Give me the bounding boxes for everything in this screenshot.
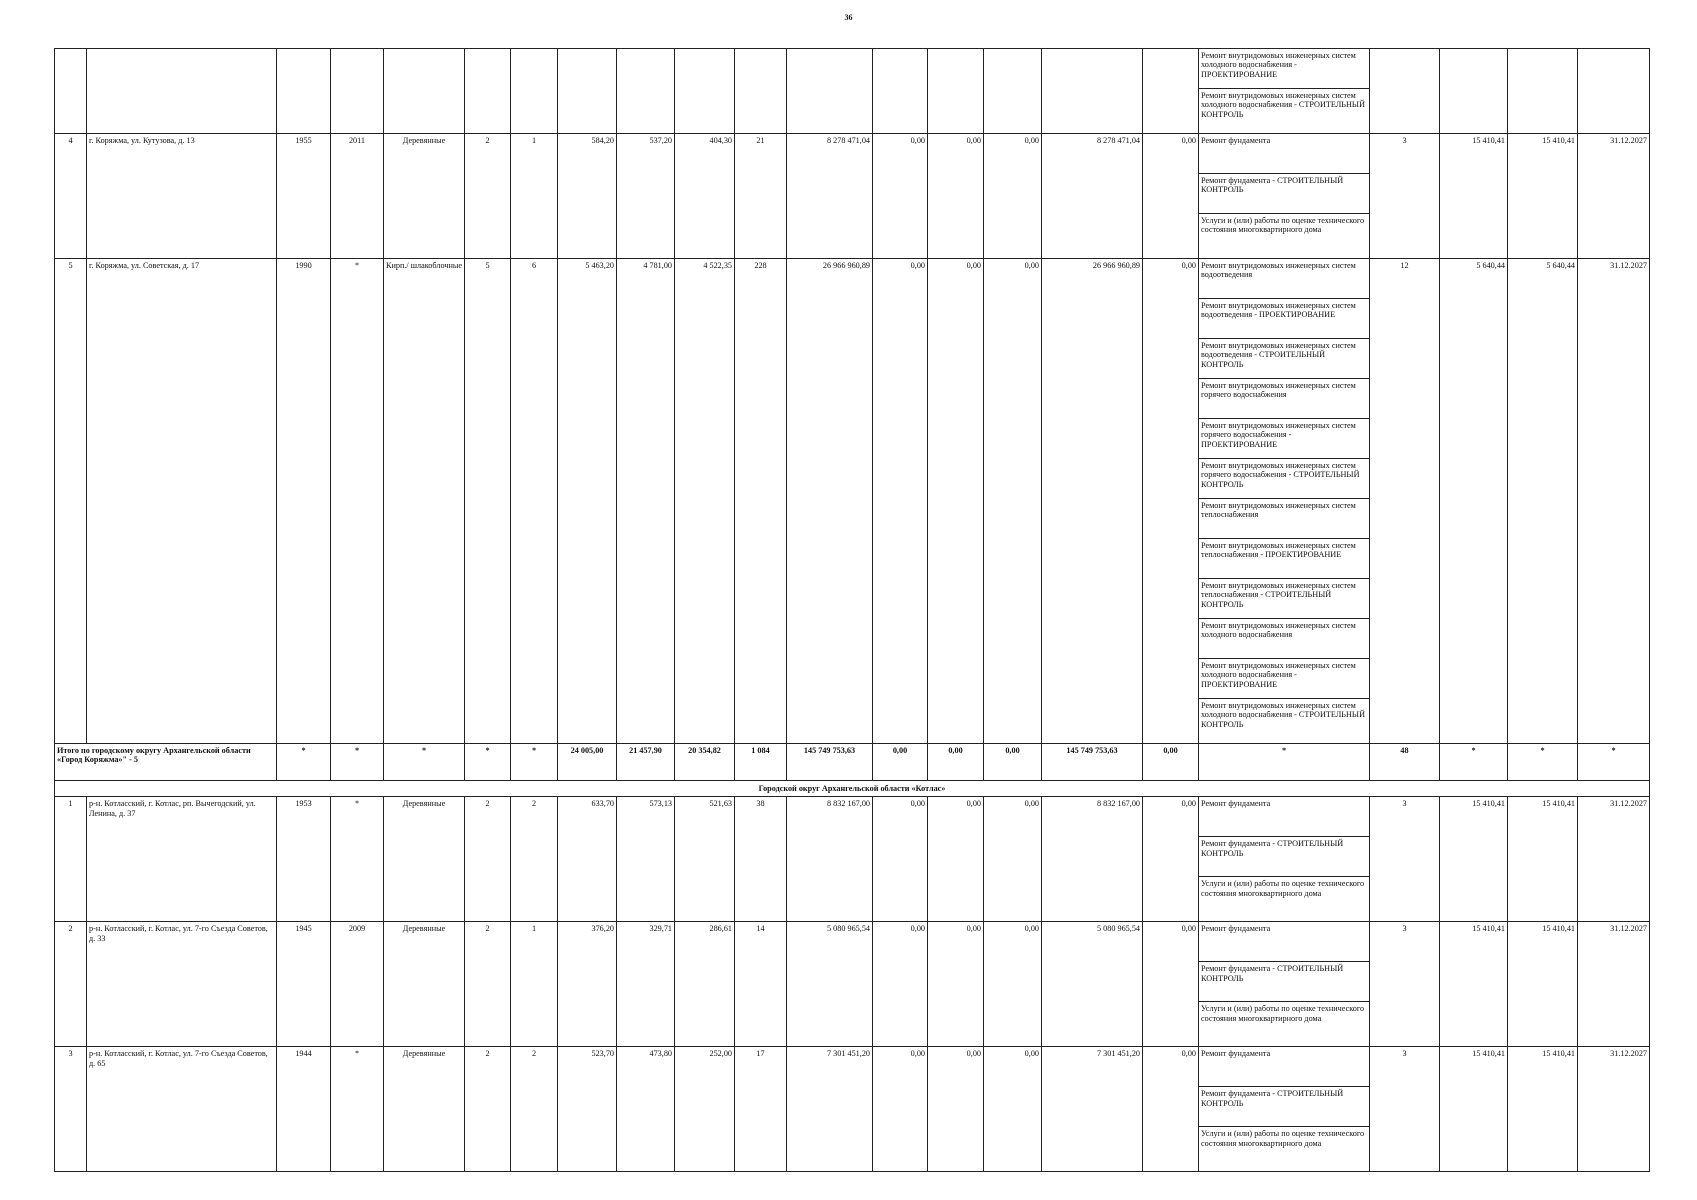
municipality-header: Городской округ Архангельской области «Котлас» xyxy=(55,781,1650,797)
cell-year-overhaul: * xyxy=(331,797,384,922)
cell-area-residential: 521,63 xyxy=(675,797,735,922)
cell-empty xyxy=(558,49,617,134)
cell-address: р-н. Котласский, г. Котлас, рп. Вычегодский, ул. Ленина, д. 37 xyxy=(87,797,277,922)
cell-fund-other: 0,00 xyxy=(1143,259,1199,744)
cell-empty xyxy=(1578,49,1650,134)
cell-fund2: 0,00 xyxy=(928,797,984,922)
cell-entrances: 6 xyxy=(511,259,558,744)
cell-empty xyxy=(873,49,928,134)
cell-area-premises: 4 781,00 xyxy=(617,259,675,744)
work-item: Ремонт внутридомовых инженерных систем холодного водоснабжения - ПРОЕКТИРОВАНИЕ xyxy=(1199,659,1369,699)
cell-floors: 2 xyxy=(465,1047,511,1172)
work-item: Ремонт фундамента xyxy=(1199,134,1369,174)
cell-address: г. Коряжма, ул. Советская, д. 17 xyxy=(87,259,277,744)
cell-empty xyxy=(511,49,558,134)
cell-fund3: 0,00 xyxy=(984,259,1042,744)
subtotal-residents: 1 084 xyxy=(735,744,787,781)
cell-area-premises: 473,80 xyxy=(617,1047,675,1172)
subtotal-works: * xyxy=(1199,744,1370,781)
cell-fund-other: 0,00 xyxy=(1143,1047,1199,1172)
cell-fund1: 0,00 xyxy=(873,134,928,259)
subtotal-year-overhaul: * xyxy=(331,744,384,781)
cell-year-overhaul: * xyxy=(331,1047,384,1172)
cell-cost-total: 26 966 960,89 xyxy=(787,259,873,744)
cell-work-count: 3 xyxy=(1370,1047,1440,1172)
cell-fund3: 0,00 xyxy=(984,922,1042,1047)
subtotal-floors: * xyxy=(465,744,511,781)
cell-fund1: 0,00 xyxy=(873,797,928,922)
cell-area-total: 5 463,20 xyxy=(558,259,617,744)
cell-area-premises: 537,20 xyxy=(617,134,675,259)
cell-empty xyxy=(787,49,873,134)
work-item: Ремонт внутридомовых инженерных систем горячего водоснабжения xyxy=(1199,379,1369,419)
table-row xyxy=(55,1047,1650,1172)
cell-works xyxy=(1199,259,1370,744)
cell-walls: Деревянные xyxy=(384,922,465,1047)
subtotal-fund3: 0,00 xyxy=(984,744,1042,781)
cell-unit-cost: 15 410,41 xyxy=(1440,134,1508,259)
work-item: Ремонт внутридомовых инженерных систем теплоснабжения - ПРОЕКТИРОВАНИЕ xyxy=(1199,539,1369,579)
cell-empty xyxy=(465,49,511,134)
cell-deadline: 31.12.2027 xyxy=(1578,134,1650,259)
work-item: Ремонт внутридомовых инженерных систем теплоснабжения - СТРОИТЕЛЬНЫЙ КОНТРОЛЬ xyxy=(1199,579,1369,619)
cell-empty xyxy=(1508,49,1578,134)
cell-fund-other: 0,00 xyxy=(1143,797,1199,922)
cell-area-total: 633,70 xyxy=(558,797,617,922)
cell-residents: 14 xyxy=(735,922,787,1047)
cell-empty xyxy=(277,49,331,134)
cell-fund-owners: 8 832 167,00 xyxy=(1042,797,1143,922)
subtotal-entrances: * xyxy=(511,744,558,781)
work-item: Ремонт внутридомовых инженерных систем водоотведения - СТРОИТЕЛЬНЫЙ КОНТРОЛЬ xyxy=(1199,339,1369,379)
cell-empty xyxy=(1042,49,1143,134)
cell-entrances: 2 xyxy=(511,1047,558,1172)
subtotal-label: Итого по городскому округу Архангельской области «Город Коряжма»" - 5 xyxy=(55,744,277,781)
cell-fund-owners: 26 966 960,89 xyxy=(1042,259,1143,744)
cell-fund2: 0,00 xyxy=(928,922,984,1047)
cell-empty xyxy=(331,49,384,134)
cell-year-overhaul: * xyxy=(331,259,384,744)
work-item: Услуги и (или) работы по оценке технического состояния многоквартирного дома xyxy=(1201,1004,1365,1023)
cell-num: 4 xyxy=(55,134,87,259)
cell-empty xyxy=(55,49,87,134)
cell-year-overhaul: 2009 xyxy=(331,922,384,1047)
subtotal-area-total: 24 005,00 xyxy=(558,744,617,781)
table-row xyxy=(55,922,1650,1047)
cell-area-residential: 252,00 xyxy=(675,1047,735,1172)
cell-address: р-н. Котласский, г. Котлас, ул. 7-го Съезда Советов, д. 65 xyxy=(87,1047,277,1172)
subtotal-deadline: * xyxy=(1578,744,1650,781)
cell-fund2: 0,00 xyxy=(928,1047,984,1172)
cell-cost-total: 5 080 965,54 xyxy=(787,922,873,1047)
cell-work-count: 12 xyxy=(1370,259,1440,744)
work-item: Ремонт внутридомовых инженерных систем водоотведения - ПРОЕКТИРОВАНИЕ xyxy=(1199,299,1369,339)
cell-unit-cost: 15 410,41 xyxy=(1440,1047,1508,1172)
subtotal-row xyxy=(55,744,1650,781)
cell-year-built: 1945 xyxy=(277,922,331,1047)
cell-fund2: 0,00 xyxy=(928,134,984,259)
cell-area-premises: 329,71 xyxy=(617,922,675,1047)
work-item: Ремонт внутридомовых инженерных систем холодного водоснабжения - СТРОИТЕЛЬНЫЙ КОНТРОЛЬ xyxy=(1201,91,1365,119)
subtotal-cost-total: 145 749 753,63 xyxy=(787,744,873,781)
cell-empty xyxy=(617,49,675,134)
table-body xyxy=(55,49,1650,1172)
cell-year-built: 1955 xyxy=(277,134,331,259)
cell-work-count: 3 xyxy=(1370,134,1440,259)
work-item: Ремонт фундамента - СТРОИТЕЛЬНЫЙ КОНТРОЛЬ xyxy=(1199,837,1369,877)
cell-empty xyxy=(1370,49,1440,134)
table-row xyxy=(55,134,1650,259)
cell-empty xyxy=(384,49,465,134)
cell-works xyxy=(1199,1047,1370,1172)
cell-entrances: 1 xyxy=(511,922,558,1047)
work-item: Ремонт внутридомовых инженерных систем холодного водоснабжения xyxy=(1199,619,1369,659)
cell-area-residential: 286,61 xyxy=(675,922,735,1047)
cell-unit-cost: 15 410,41 xyxy=(1440,797,1508,922)
work-item: Ремонт внутридомовых инженерных систем теплоснабжения xyxy=(1199,499,1369,539)
cell-limit-cost: 15 410,41 xyxy=(1508,1047,1578,1172)
cell-residents: 17 xyxy=(735,1047,787,1172)
page-number: 36 xyxy=(844,13,853,22)
subtotal-unit-cost: * xyxy=(1440,744,1508,781)
overhaul-register-table xyxy=(54,48,1650,1172)
subtotal-fund1: 0,00 xyxy=(873,744,928,781)
cell-fund-other: 0,00 xyxy=(1143,134,1199,259)
cell-deadline: 31.12.2027 xyxy=(1578,259,1650,744)
cell-address: г. Коряжма, ул. Кутузова, д. 13 xyxy=(87,134,277,259)
cell-residents: 21 xyxy=(735,134,787,259)
cell-num: 5 xyxy=(55,259,87,744)
cell-fund-owners: 5 080 965,54 xyxy=(1042,922,1143,1047)
subtotal-work-count: 48 xyxy=(1370,744,1440,781)
cell-area-premises: 573,13 xyxy=(617,797,675,922)
cell-area-residential: 404,30 xyxy=(675,134,735,259)
cell-empty xyxy=(735,49,787,134)
cell-works xyxy=(1199,49,1370,134)
cell-walls: Деревянные xyxy=(384,134,465,259)
subtotal-fund2: 0,00 xyxy=(928,744,984,781)
subtotal-limit-cost: * xyxy=(1508,744,1578,781)
cell-entrances: 1 xyxy=(511,134,558,259)
cell-num: 1 xyxy=(55,797,87,922)
cell-work-count: 3 xyxy=(1370,797,1440,922)
work-item: Ремонт фундамента xyxy=(1199,922,1369,962)
cell-works xyxy=(1199,134,1370,259)
cell-cost-total: 7 301 451,20 xyxy=(787,1047,873,1172)
work-item: Услуги и (или) работы по оценке технического состояния многоквартирного дома xyxy=(1201,879,1365,898)
cell-empty xyxy=(984,49,1042,134)
subtotal-fund-owners: 145 749 753,63 xyxy=(1042,744,1143,781)
work-item: Ремонт внутридомовых инженерных систем водоотведения xyxy=(1199,259,1369,299)
table-row xyxy=(55,797,1650,922)
work-item: Ремонт внутридомовых инженерных систем холодного водоснабжения - СТРОИТЕЛЬНЫЙ КОНТРОЛЬ xyxy=(1201,701,1365,729)
work-item: Ремонт внутридомовых инженерных систем холодного водоснабжения - ПРОЕКТИРОВАНИЕ xyxy=(1199,49,1369,89)
cell-year-overhaul: 2011 xyxy=(331,134,384,259)
work-item: Ремонт фундамента xyxy=(1199,797,1369,837)
cell-floors: 2 xyxy=(465,797,511,922)
cell-year-built: 1944 xyxy=(277,1047,331,1172)
cell-fund1: 0,00 xyxy=(873,1047,928,1172)
cell-walls: Кирп./ шлакоблочные xyxy=(384,259,465,744)
cell-fund1: 0,00 xyxy=(873,259,928,744)
cell-floors: 2 xyxy=(465,134,511,259)
cell-fund-owners: 7 301 451,20 xyxy=(1042,1047,1143,1172)
cell-deadline: 31.12.2027 xyxy=(1578,922,1650,1047)
cell-address: р-н. Котласский, г. Котлас, ул. 7-го Съезда Советов, д. 33 xyxy=(87,922,277,1047)
cell-works xyxy=(1199,797,1370,922)
cell-entrances: 2 xyxy=(511,797,558,922)
cell-fund-owners: 8 278 471,04 xyxy=(1042,134,1143,259)
cell-work-count: 3 xyxy=(1370,922,1440,1047)
cell-fund3: 0,00 xyxy=(984,134,1042,259)
subtotal-walls: * xyxy=(384,744,465,781)
cell-empty xyxy=(1440,49,1508,134)
cell-limit-cost: 15 410,41 xyxy=(1508,922,1578,1047)
cell-floors: 5 xyxy=(465,259,511,744)
subtotal-area-premises: 21 457,90 xyxy=(617,744,675,781)
table-row-continuation xyxy=(55,49,1650,134)
municipality-header-row xyxy=(55,781,1650,797)
work-item: Ремонт фундамента xyxy=(1199,1047,1369,1087)
cell-deadline: 31.12.2027 xyxy=(1578,797,1650,922)
cell-fund3: 0,00 xyxy=(984,797,1042,922)
cell-limit-cost: 15 410,41 xyxy=(1508,797,1578,922)
cell-area-residential: 4 522,35 xyxy=(675,259,735,744)
cell-unit-cost: 15 410,41 xyxy=(1440,922,1508,1047)
subtotal-area-residential: 20 354,82 xyxy=(675,744,735,781)
cell-walls: Деревянные xyxy=(384,1047,465,1172)
cell-area-total: 523,70 xyxy=(558,1047,617,1172)
cell-area-total: 376,20 xyxy=(558,922,617,1047)
cell-year-built: 1953 xyxy=(277,797,331,922)
cell-fund3: 0,00 xyxy=(984,1047,1042,1172)
cell-deadline: 31.12.2027 xyxy=(1578,1047,1650,1172)
cell-unit-cost: 5 640,44 xyxy=(1440,259,1508,744)
cell-limit-cost: 5 640,44 xyxy=(1508,259,1578,744)
cell-walls: Деревянные xyxy=(384,797,465,922)
cell-area-total: 584,20 xyxy=(558,134,617,259)
work-item: Ремонт фундамента - СТРОИТЕЛЬНЫЙ КОНТРОЛЬ xyxy=(1199,174,1369,214)
cell-cost-total: 8 832 167,00 xyxy=(787,797,873,922)
cell-works xyxy=(1199,922,1370,1047)
subtotal-year-built: * xyxy=(277,744,331,781)
work-item: Услуги и (или) работы по оценке технического состояния многоквартирного дома xyxy=(1201,216,1365,235)
work-item: Ремонт фундамента - СТРОИТЕЛЬНЫЙ КОНТРОЛЬ xyxy=(1199,962,1369,1002)
work-item: Ремонт внутридомовых инженерных систем горячего водоснабжения - ПРОЕКТИРОВАНИЕ xyxy=(1199,419,1369,459)
cell-fund-other: 0,00 xyxy=(1143,922,1199,1047)
cell-empty xyxy=(1143,49,1199,134)
cell-empty xyxy=(87,49,277,134)
subtotal-fund-other: 0,00 xyxy=(1143,744,1199,781)
cell-limit-cost: 15 410,41 xyxy=(1508,134,1578,259)
cell-fund1: 0,00 xyxy=(873,922,928,1047)
cell-residents: 228 xyxy=(735,259,787,744)
cell-residents: 38 xyxy=(735,797,787,922)
cell-floors: 2 xyxy=(465,922,511,1047)
cell-num: 3 xyxy=(55,1047,87,1172)
work-item: Ремонт фундамента - СТРОИТЕЛЬНЫЙ КОНТРОЛЬ xyxy=(1199,1087,1369,1127)
work-item: Ремонт внутридомовых инженерных систем горячего водоснабжения - СТРОИТЕЛЬНЫЙ КОНТРОЛЬ xyxy=(1199,459,1369,499)
cell-empty xyxy=(928,49,984,134)
table-row xyxy=(55,259,1650,744)
cell-empty xyxy=(675,49,735,134)
cell-fund2: 0,00 xyxy=(928,259,984,744)
work-item: Услуги и (или) работы по оценке технического состояния многоквартирного дома xyxy=(1201,1129,1365,1148)
cell-cost-total: 8 278 471,04 xyxy=(787,134,873,259)
cell-year-built: 1990 xyxy=(277,259,331,744)
cell-num: 2 xyxy=(55,922,87,1047)
